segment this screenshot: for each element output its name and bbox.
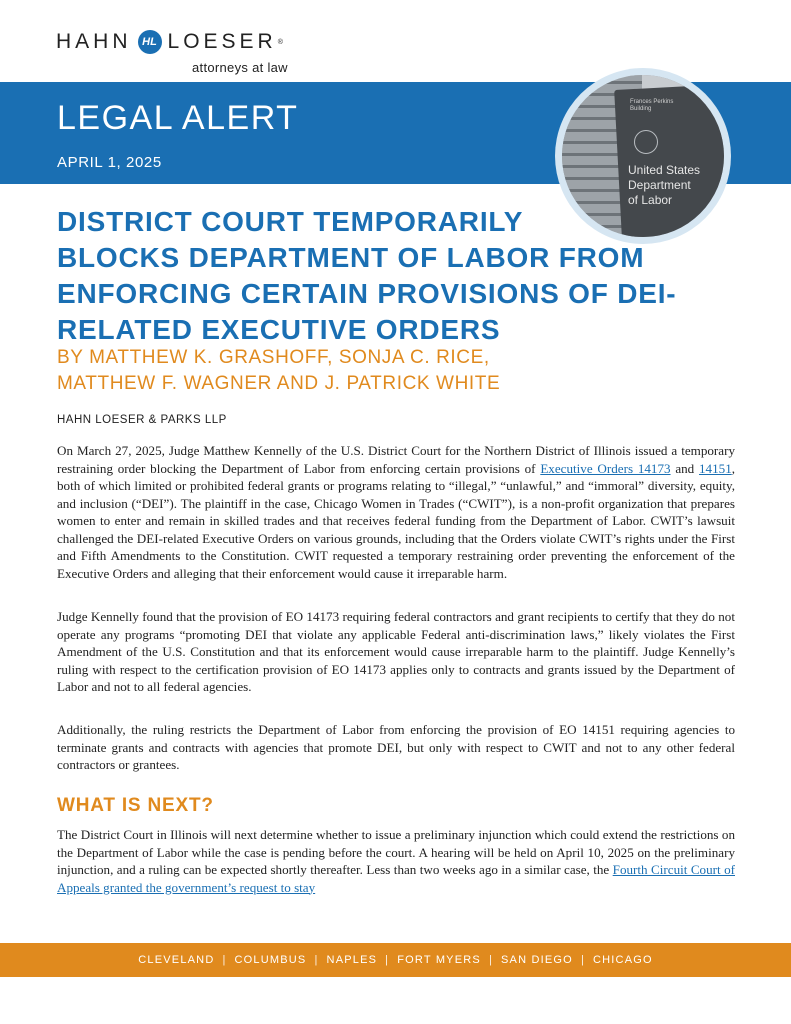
paragraph-text: On March 27, 2025, Judge Matthew Kennelly of the U.S. District Court for the Northern District of Illinois issued a temporary restraining order blocking the Department of Labor from enforcing certain provisions of: [57, 443, 735, 476]
registered-mark: ®: [277, 38, 283, 46]
article-byline: [57, 345, 500, 397]
headline-line: DISTRICT COURT TEMPORARILY: [57, 206, 524, 237]
city-fort-myers: FORT MYERS: [397, 954, 481, 966]
sign-text: [628, 163, 700, 208]
city-chicago: CHICAGO: [593, 954, 653, 966]
article-headline: [57, 204, 747, 348]
footer-separator: |: [488, 954, 493, 966]
executive-orders-14173-link[interactable]: Executive Orders 14173: [540, 460, 671, 476]
headline-line: ENFORCING CERTAIN PROVISIONS OF DEI-: [57, 278, 677, 309]
office-locations-footer: [0, 943, 791, 977]
firm-name: HAHN LOESER & PARKS LLP: [57, 414, 227, 426]
headline-line: RELATED EXECUTIVE ORDERS: [57, 314, 501, 345]
sign-line: United States: [628, 163, 701, 177]
what-is-next-heading: WHAT IS NEXT?: [57, 795, 214, 816]
headline-line: BLOCKS DEPARTMENT OF LABOR FROM: [57, 242, 645, 273]
footer-separator: |: [222, 954, 227, 966]
city-san-diego: SAN DIEGO: [501, 954, 573, 966]
banner-title: LEGAL ALERT: [57, 99, 299, 137]
paragraph-3: Additionally, the ruling restricts the Department of Labor from enforcing the provision of EO 14151 requiring agencies to terminate grants and contracts with agencies that promote DEI, but only with respect to CWIT and not to any other federal contractors or grantees.: [57, 722, 735, 772]
paragraph-4: [57, 826, 735, 896]
byline-line: BY MATTHEW K. GRASHOFF, SONJA C. RICE,: [57, 347, 490, 368]
logo-tagline: attorneys at law: [192, 60, 288, 75]
sign-line: of Labor: [628, 193, 673, 207]
city-naples: NAPLES: [326, 954, 378, 966]
footer-separator: |: [385, 954, 390, 966]
paragraph-2: Judge Kennelly found that the provision of EO 14173 requiring federal contractors and grant recipients to certify that they do not operate any programs “promoting DEI that violate any applicable Federal anti-discrimination laws,” likely violates the First Amendment of the U.S. Constitution and that its enforcement would cause irreparable harm to the plaintiff. Judge Kennelly’s ruling with respect to the certification provision of EO 14173 applies only to contracts and grants issued by the Department of Labor and not to all federal agencies.: [57, 609, 735, 694]
logo-monogram-icon: HL: [138, 30, 162, 54]
city-cleveland: CLEVELAND: [138, 954, 215, 966]
logo-word-loeser: LOESER: [167, 30, 277, 53]
logo-word-hahn: HAHN: [56, 30, 132, 53]
dol-seal-icon: [634, 130, 658, 154]
footer-separator: |: [314, 954, 319, 966]
sign-line: Department: [628, 178, 691, 192]
sign-building-name: Frances Perkins Building: [630, 99, 674, 112]
footer-separator: |: [580, 954, 585, 966]
fourth-circuit-link[interactable]: Fourth Circuit Court of Appeals granted the government’s request to stay: [57, 862, 735, 895]
alert-date: APRIL 1, 2025: [57, 154, 162, 171]
paragraph-1: [57, 442, 735, 582]
paragraph-text: and: [670, 460, 699, 476]
paragraph-text: , both of which limited or prohibited federal grants or programs relating to “illegal,” “unlawful,” and “immoral” diversity, equity, and inclusion (“DEI”). The plaintiff in the case, Chicago Women in Trades (“CWIT”), is a non-profit organization that prepares women to enter and remain in skilled trades and that receives federal funding from the Department of Labor. CWIT’s lawsuit challenged the DEI-related Executive Orders on various grounds, including that the Orders violate CWIT’s rights under the First and Fifth Amendments to the Constitution. CWIT requested a temporary restraining order preventing the enforcement of the Executive Orders and alleging that their enforcement would cause it irreparable harm.: [57, 460, 736, 581]
executive-order-14151-link[interactable]: 14151: [699, 460, 732, 476]
paragraph-text: The District Court in Illinois will next determine whether to issue a preliminary injunction which could extend the restrictions on the Department of Labor while the case is pending before the court. A hearing will be held on April 10, 2025 on the preliminary injunction, and a ruling can be expected shortly thereafter. Less than two weeks ago in a similar case, the: [57, 827, 735, 877]
city-columbus: COLUMBUS: [234, 954, 307, 966]
byline-line: MATTHEW F. WAGNER AND J. PATRICK WHITE: [57, 373, 501, 394]
hahn-loeser-logo: [56, 30, 336, 80]
